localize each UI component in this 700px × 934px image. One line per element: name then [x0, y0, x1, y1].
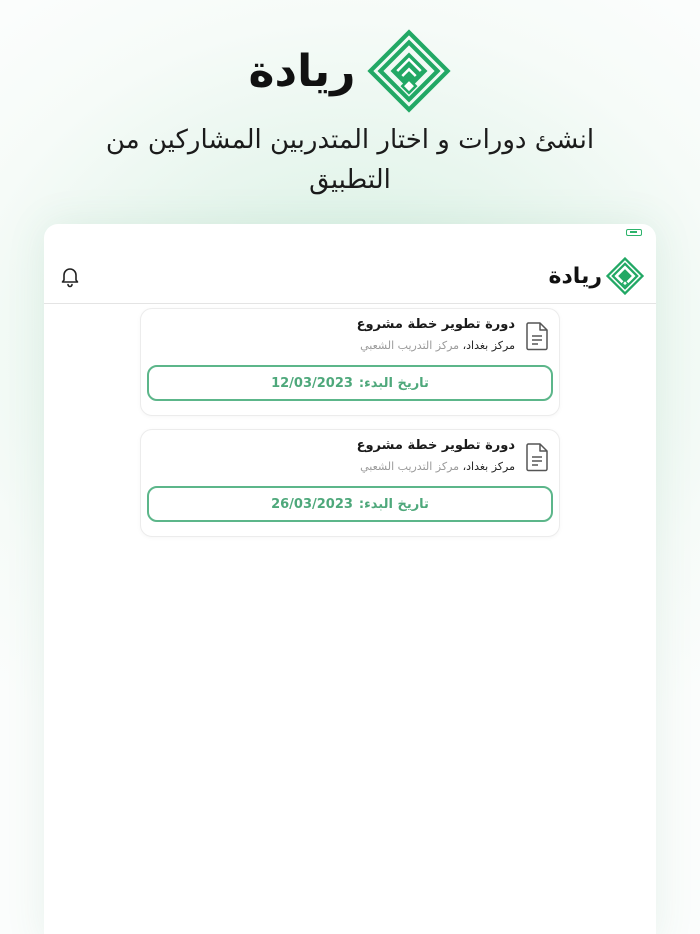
course-city: مركز بغداد [466, 460, 515, 473]
start-date-value: 12/03/2023 [271, 375, 353, 391]
course-card[interactable] [140, 308, 560, 416]
brand-logo-icon [606, 257, 644, 295]
app-header [44, 248, 656, 304]
hero-wordmark: ريادة [248, 45, 356, 97]
start-date-label: تاريخ البدء: [358, 496, 429, 512]
course-city: مركز بغداد [466, 339, 515, 352]
start-date-button[interactable] [147, 365, 553, 401]
course-location: مركز بغداد، مركز التدريب الشعبي [360, 339, 515, 352]
battery-icon [626, 229, 642, 236]
course-card[interactable] [140, 429, 560, 537]
course-center: مركز التدريب الشعبي [360, 460, 460, 473]
start-date-value: 26/03/2023 [271, 496, 353, 512]
document-icon [523, 321, 551, 351]
course-location: مركز بغداد، مركز التدريب الشعبي [360, 460, 515, 473]
device-frame [44, 224, 656, 934]
app-logo [549, 254, 644, 298]
hero-logo [0, 28, 700, 114]
start-date-button[interactable] [147, 486, 553, 522]
bell-icon[interactable] [58, 264, 82, 288]
course-center: مركز التدريب الشعبي [360, 339, 460, 352]
document-icon [523, 442, 551, 472]
app-wordmark: ريادة [548, 263, 602, 289]
tagline: انشئ دورات و اختار المتدربين المشاركين من التطبيق [105, 125, 595, 195]
brand-logo-icon [367, 29, 451, 113]
course-title: دورة تطوير خطة مشروع [356, 317, 515, 332]
start-date-label: تاريخ البدء: [358, 375, 429, 391]
course-title: دورة تطوير خطة مشروع [356, 438, 515, 453]
